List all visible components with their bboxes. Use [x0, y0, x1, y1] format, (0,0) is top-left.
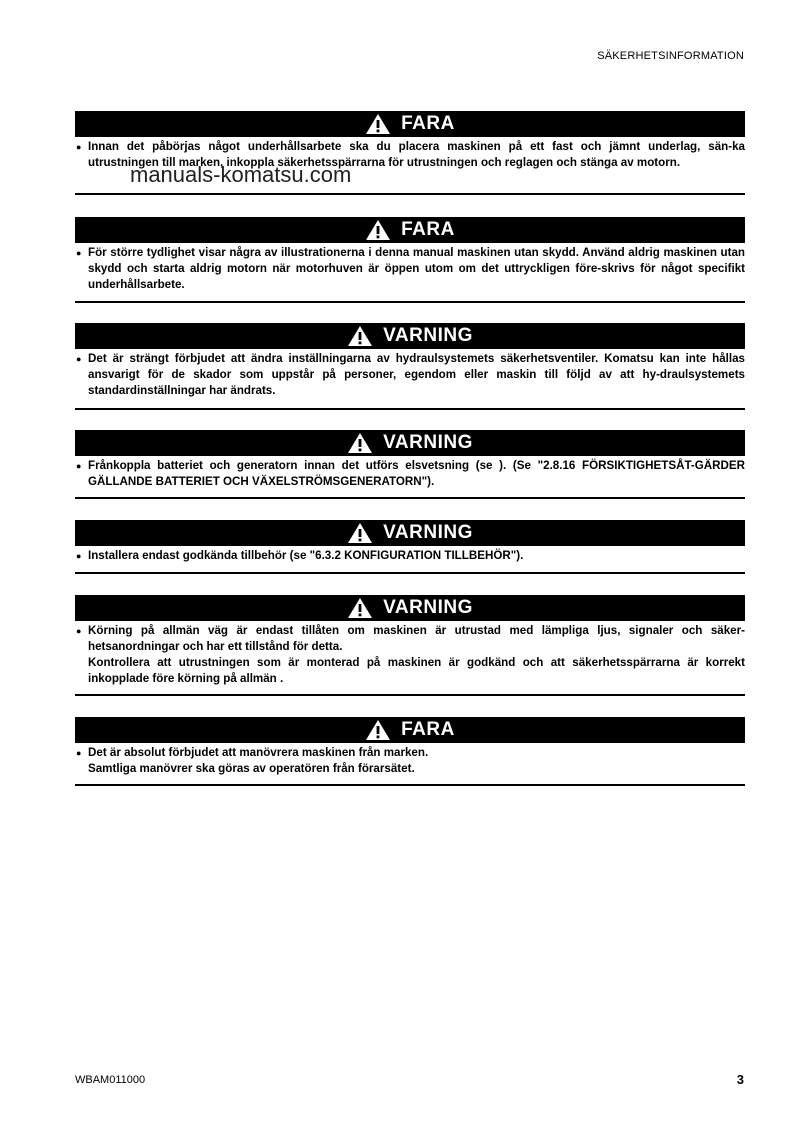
- divider-rule: [75, 497, 745, 499]
- bullet-icon: ●: [76, 142, 82, 152]
- safety-notice-varning: [75, 430, 745, 490]
- notice-level-label: FARA: [401, 219, 455, 240]
- notice-body: [75, 349, 745, 399]
- notice-body: [75, 243, 745, 293]
- notice-level-label: VARNING: [383, 325, 473, 346]
- notice-text: Samtliga manövrer ska göras av operatören från förarsätet.: [88, 762, 415, 775]
- notice-text: Kontrollera att utrustningen som är monterad på maskinen är godkänd och att säkerhetsspärrarna är korrekt inkopplade före körning på allmän .: [88, 656, 745, 685]
- safety-notice-fara: [75, 717, 745, 777]
- notice-text: Installera endast godkända tillbehör (se "6.3.2 KONFIGURATION TILLBEHÖR").: [88, 549, 524, 562]
- notice-text: Det är strängt förbjudet att ändra inställningarna av hydraulsystemets säkerhetsventiler. Komatsu kan inte hållas ansvarigt för de skador som uppstår på personer, egendom eller maskin till följd av att hy-draulsystemets standardinställningar har ändrats.: [88, 352, 745, 397]
- notice-header-bar: [75, 323, 745, 349]
- notice-level-label: VARNING: [383, 522, 473, 543]
- notice-text: Frånkoppla batteriet och generatorn innan det utförs elsvetsning (se ). (Se "2.8.16 FÖRSIKTIGHETSÅT-GÄRDER GÄLLANDE BATTERIET OCH VÄXELSTRÖMSGENERATORN").: [88, 459, 745, 488]
- notice-body: [75, 621, 745, 687]
- notice-body: [75, 743, 745, 777]
- bullet-icon: ●: [76, 626, 82, 636]
- notice-text: Körning på allmän väg är endast tillåten om maskinen är utrustad med lämpliga ljus, signaler och säker-hetsanordningar och har ett tillstånd för detta.: [88, 624, 745, 653]
- divider-rule: [75, 572, 745, 574]
- divider-rule: [75, 301, 745, 303]
- warning-triangle-icon: [347, 432, 373, 454]
- running-header-title: SÄKERHETSINFORMATION: [597, 50, 744, 62]
- notice-level-label: VARNING: [383, 597, 473, 618]
- notice-header-bar: [75, 111, 745, 137]
- notice-header-bar: [75, 430, 745, 456]
- divider-rule: [75, 193, 745, 195]
- notice-text: Det är absolut förbjudet att manövrera maskinen från marken.: [88, 746, 429, 759]
- notice-body: [75, 546, 745, 564]
- safety-notice-varning: [75, 323, 745, 399]
- notice-header-bar: [75, 595, 745, 621]
- document-code: WBAM011000: [75, 1074, 146, 1086]
- notice-header-bar: [75, 717, 745, 743]
- notice-level-label: VARNING: [383, 432, 473, 453]
- safety-notice-fara: [75, 217, 745, 293]
- warning-triangle-icon: [365, 113, 391, 135]
- notice-text: För större tydlighet visar några av illustrationerna i denna manual maskinen utan skydd. Använd aldrig maskinen utan skydd och starta aldrig motorn när motorhuven är öppen utom om det uttryckligen före-skrivs för något specifikt underhållsarbete.: [88, 246, 745, 291]
- bullet-icon: ●: [76, 551, 82, 561]
- page-number: 3: [736, 1072, 744, 1087]
- notice-header-bar: [75, 520, 745, 546]
- notice-header-bar: [75, 217, 745, 243]
- notice-level-label: FARA: [401, 113, 455, 134]
- warning-triangle-icon: [347, 597, 373, 619]
- warning-triangle-icon: [365, 719, 391, 741]
- divider-rule: [75, 784, 745, 786]
- watermark: manuals-komatsu.com: [130, 162, 352, 187]
- notice-level-label: FARA: [401, 719, 455, 740]
- bullet-icon: ●: [76, 354, 82, 364]
- safety-notice-varning: [75, 520, 745, 564]
- bullet-icon: ●: [76, 748, 82, 758]
- safety-notice-varning: [75, 595, 745, 687]
- bullet-icon: ●: [76, 461, 82, 471]
- bullet-icon: ●: [76, 248, 82, 258]
- divider-rule: [75, 694, 745, 696]
- warning-triangle-icon: [365, 219, 391, 241]
- notice-text: Innan det påbörjas något underhållsarbete ska du placera maskinen på ett fast och jämnt underlag, sän-ka utrustningen till marken, inkoppla säkerhetsspärrarna för utrustningen och reglagen och stänga av motorn.: [88, 140, 745, 169]
- warning-triangle-icon: [347, 522, 373, 544]
- divider-rule: [75, 408, 745, 410]
- notice-body: [75, 456, 745, 490]
- warning-triangle-icon: [347, 325, 373, 347]
